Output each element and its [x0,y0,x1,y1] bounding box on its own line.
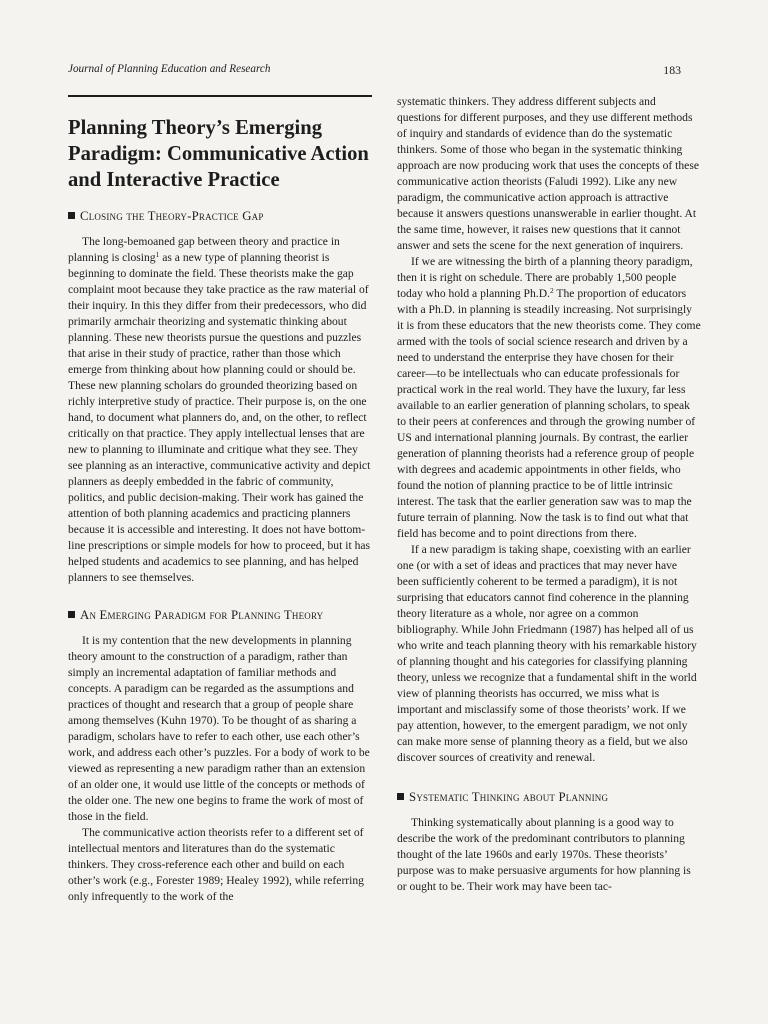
section-heading-closing-gap: Closing the Theory-Practice Gap [68,209,372,224]
paragraph: If we are witnessing the birth of a planning theory paradigm, then it is right on schedule. There are probably 1,500 people today who hold a planning Ph.D.$^2$ The proportion of educators with a Ph.D. in planning is steadily increasing. Not surprisingly it is from these educators that the new theorists come. They come armed with the tools of social science research and driven by a need to understand the enterprise they have chosen for their career—to be intellectuals who can educate professionals for practical work in the real world. They have the luxury, far less available to an earlier generation of planning scholars, to speak to their peers at conferences and through the growing number of US and international planning journals. By contrast, the earlier generation of planning theorists had a reference group of people with degrees and academic appointments in other fields, who found the notion of planning practice to be of little intrinsic interest. The task that the earlier generation saw was to map the future terrain of planning. Now the task is to find out what that field has become and to point directions from there. [397,255,701,540]
section-heading-systematic-thinking: Systematic Thinking about Planning [397,790,701,805]
paragraph: It is my contention that the new developments in planning theory amount to the construction of a paradigm, rather than simply an incremental adaptation of familiar methods and concepts. A paradigm can be regarded as the assumptions and practices of thought and research that a group of people share among themselves (Kuhn 1970). To be thought of as sharing a paradigm, scholars have to refer to each other, use each other’s work, and address each other’s puzzles. For a body of work to be viewed as representing a new paradigm rather than an extension of an older one, it would use little of the concepts or methods of the older one. The new one begins to frame the work of most of those in the field. [68,634,370,823]
footnote-ref[interactable]: 2 [549,286,554,295]
footnote-ref[interactable]: 1 [155,250,160,259]
square-bullet-icon [68,212,75,219]
running-head: Journal of Planning Education and Research [68,63,271,75]
paragraph: Thinking systematically about planning is a good way to describe the work of the predominant contributors to planning thought of the late 1960s and early 1970s. These theorists’ purpose was to make persuasive arguments for how planning is or ought to be. Their work may have been tac- [397,816,691,893]
page-number: 183 [663,63,681,77]
paragraph: The communicative action theorists refer to a different set of intellectual mentors and literatures than do the systematic thinkers. They cross-reference each other and build on each other’s work (e.g., Forester 1989; Healey 1992), while referring only infrequently to the work of the [68,826,364,903]
title-rule [68,95,372,97]
left-column [68,95,372,905]
right-column [397,94,701,895]
paragraph: If a new paradigm is taking shape, coexisting with an earlier one (or with a set of ideas and practices that may never have been sufficiently coherent to be termed a paradigm), it is not surprising that educators cannot find coherence in the planning theory literature as a whole, nor agree on a common bibliography. While John Friedmann (1987) has helped all of us who write and teach planning theory with his remarkable history of planning thought and his categories for classifying planning theory, unless we recognize that a fundamental shift in the world view of planning theorists has occurred, we miss what is important and misclassify some of those theorists’ work. If we pay attention, however, to the emergent paradigm, we not only can make more sense of planning theory as a field, but we also discover sources of creativity and renewal. [397,543,697,764]
article-title: Planning Theory’s Emerging Paradigm: Communicative Action and Interactive Practice [68,117,369,191]
square-bullet-icon [397,793,404,800]
paragraph-continued: systematic thinkers. They address different subjects and questions for different purposes, and they use different methods of inquiry and standards of evidence than do the systematic thinkers. Some of those who began in the systematic thinking approach are now producing work that uses the concepts of these communicative action theorists (Faludi 1992). Like any new paradigm, the communicative action approach is attractive because it answers questions unanswerable in earlier thought. At the same time, however, it raises new questions that it cannot answer and sets the scene for the next generation of inquirers. [397,95,699,252]
square-bullet-icon [68,611,75,618]
section-heading-emerging-paradigm: An Emerging Paradigm for Planning Theory [68,608,372,623]
paragraph: The long-bemoaned gap between theory and practice in planning is closing$^1$ as a new type of planning theorist is beginning to dominate the field. These theorists make the gap complaint moot because they take practice as the raw material of their inquiry. In this they differ from their predecessors, who did primarily armchair theorizing and systematic thinking about planning. These new theorists pursue the questions and puzzles that arise in their study of practice, rather than those which emerge from thinking about how planning could or should be. These new planning scholars do grounded theorizing based on richly interpretive study of practice. Their purpose is, on the one hand, to document what planners do, and, on the other, to reflect critically on that practice. They apply intellectual lenses that are new to planning to illuminate and critique what they see. They see planning as an interactive, communicative activity and depict planners as deeply embedded in the fabric of community, politics, and public decision-making. Their work has gained the attention of both planning academics and practicing planners because it is accessible and interesting. It does not have bottom-line prescriptions or simple models for how to proceed, but it has helped students and academics to see planning, and has helped planners to see themselves. [68,235,371,584]
